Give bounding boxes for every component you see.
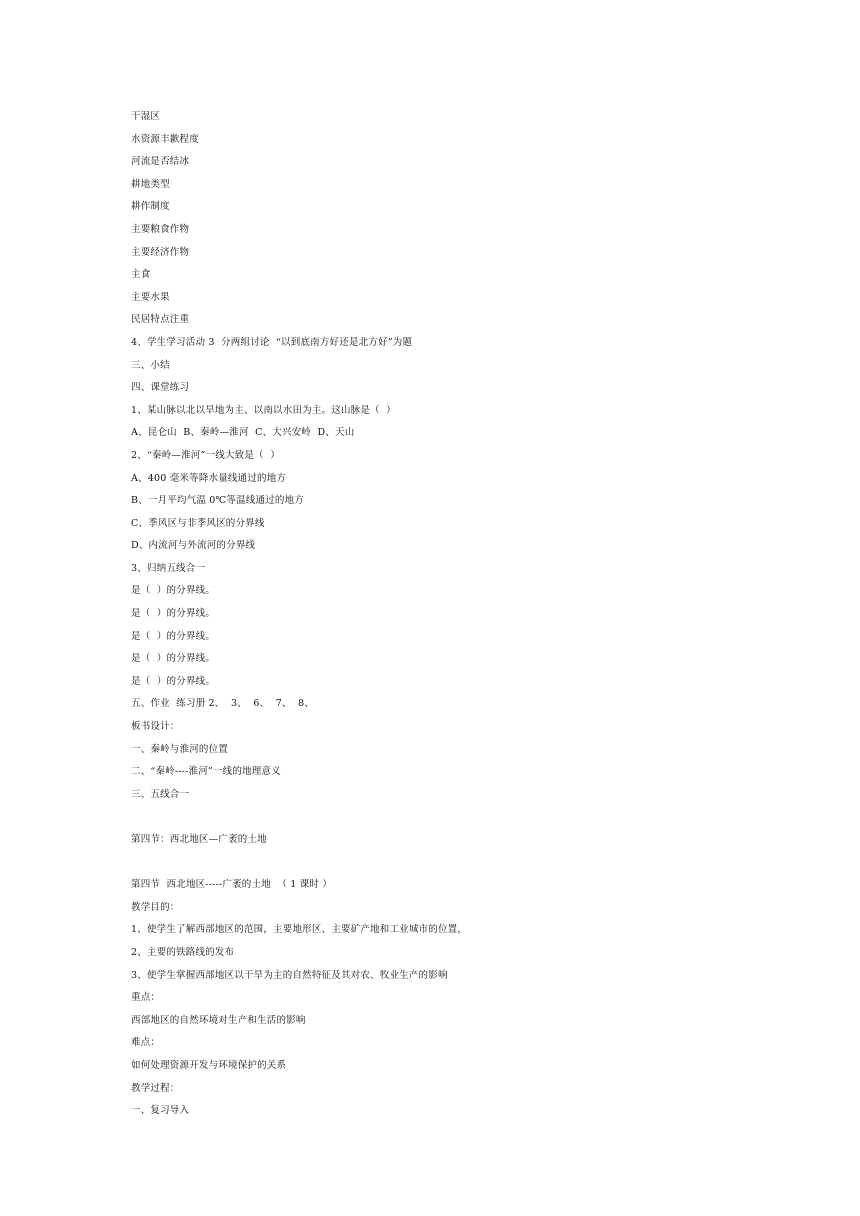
- document-body: [131, 106, 831, 1123]
- text-line: 五、作业 练习册 2、 3、 6、 7、 8、: [131, 698, 315, 710]
- text-line: C、季风区与非季风区的分界线: [131, 517, 265, 529]
- text-line: 是（ ）的分界线。: [131, 675, 216, 687]
- text-line: 是（ ）的分界线。: [131, 653, 216, 665]
- text-line: 一、秦岭与淮河的位置: [131, 743, 229, 755]
- text-line: 教学目的：: [131, 901, 180, 913]
- text-line: 2、“秦岭—淮河”一线大致是（ ）: [131, 449, 280, 461]
- text-line: A、400 毫米等降水量线通过的地方: [131, 472, 287, 484]
- text-line: 第四节：西北地区—广袤的土地: [131, 834, 267, 845]
- text-line: 重点：: [131, 992, 161, 1004]
- text-line: 1、使学生了解西部地区的范围，主要地形区、主要矿产地和工业城市的位置，: [131, 924, 468, 936]
- blank-line: [131, 806, 831, 829]
- blank-line: [131, 852, 831, 875]
- text-line: B、一月平均气温 0℃等温线通过的地方: [131, 495, 304, 507]
- text-line: 主食: [131, 269, 151, 281]
- text-line: 民居特点注重: [131, 314, 190, 326]
- text-line: 2、主要的铁路线的发布: [131, 946, 235, 958]
- text-line: 耕作制度: [131, 201, 170, 213]
- text-line: 3、使学生掌握西部地区以干旱为主的自然特征及其对农、牧业生产的影响: [131, 969, 448, 981]
- text-line: 三、五线合一: [131, 788, 190, 800]
- text-line: 二、“秦岭----淮河”一线的地理意义: [131, 766, 281, 778]
- text-line: 一、复习导入: [131, 1105, 190, 1117]
- text-line: 干湿区: [131, 111, 161, 122]
- text-line: 教学过程：: [131, 1082, 180, 1094]
- text-line: 主要粮食作物: [131, 223, 190, 235]
- text-line: 难点：: [131, 1037, 161, 1049]
- text-line: 是（ ）的分界线。: [131, 608, 216, 620]
- text-line: 1、某山脉以北以旱地为主、以南以水田为主。这山脉是（ ）: [131, 404, 396, 416]
- text-line: 板书设计：: [131, 721, 180, 733]
- text-line: 三、小结: [131, 359, 170, 371]
- text-line: 4、学生学习活动 3 分两组讨论 “以到底南方好还是北方好”为题: [131, 336, 413, 348]
- text-line: 水资源丰歉程度: [131, 133, 199, 145]
- text-line: A、昆仑山 B、秦岭—淮河 C、大兴安岭 D、天山: [131, 427, 355, 439]
- text-line: 四、课堂练习: [131, 382, 190, 394]
- text-line: 3、归纳五线合一: [131, 562, 206, 574]
- text-line: 主要水果: [131, 291, 170, 303]
- text-line: D、内流河与外流河的分界线: [131, 540, 256, 552]
- text-line: 是（ ）的分界线。: [131, 585, 216, 597]
- text-line: 如何处理资源开发与环境保护的关系: [131, 1059, 287, 1071]
- text-line: 河流是否结冰: [131, 156, 190, 168]
- text-line: 是（ ）的分界线。: [131, 630, 216, 642]
- text-line: 主要经济作物: [131, 246, 190, 258]
- text-line: 第四节 西北地区-----广袤的土地 （ 1 课时 ）: [131, 879, 333, 891]
- text-line: 耕地类型: [131, 178, 170, 190]
- text-line: 西部地区的自然环境对生产和生活的影响: [131, 1014, 306, 1026]
